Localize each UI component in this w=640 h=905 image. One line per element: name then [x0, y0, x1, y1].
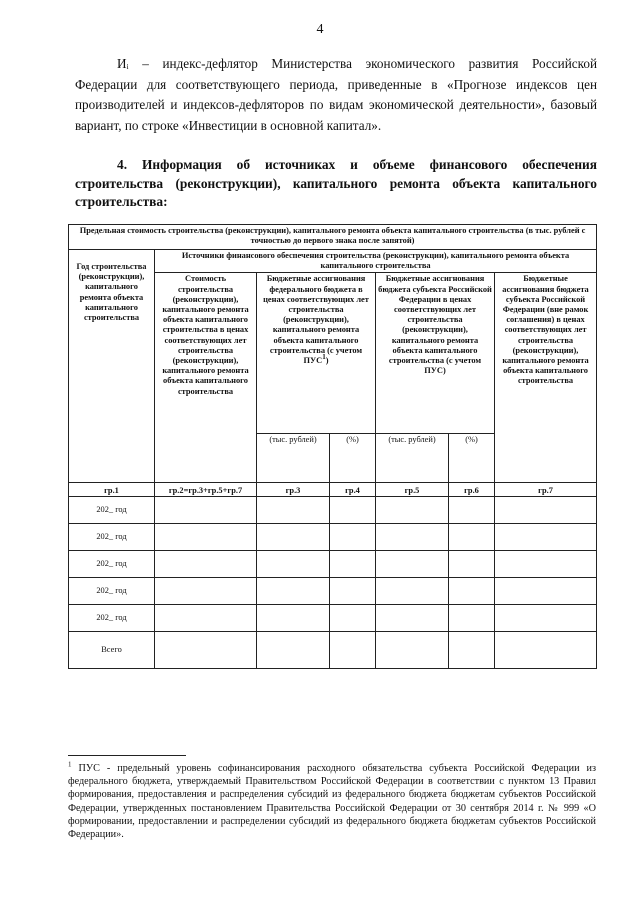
table-title: Предельная стоимость строительства (реконструкции), капитального ремонта объекта капитального строительства (в тыс. рублей с точностью до первого знака после запятой)	[69, 225, 597, 250]
footnote-ref: 1	[322, 353, 326, 362]
gr-1: гр.1	[69, 483, 155, 497]
cell	[376, 632, 449, 669]
header-subject: Бюджетные ассигнования бюджета субъекта Российской Федерации в ценах соответствующих лет строительства (реконструкции), капитального ремонта объекта капитального строительства (с учетом ПУС)	[376, 273, 495, 434]
cell	[257, 605, 330, 632]
row-year: 202_ год	[69, 524, 155, 551]
cell	[376, 578, 449, 605]
cell	[155, 524, 257, 551]
header-sources: Источники финансового обеспечения строительства (реконструкции), капитального ремонта объекта капитального строительства	[155, 250, 597, 273]
cell	[376, 605, 449, 632]
cell	[330, 497, 376, 524]
table-row	[69, 524, 597, 551]
header-cost: Стоимость строительства (реконструкции), капитального ремонта объекта капитального строительства в ценах соответствующих лет строительства (реконструкции), капитального ремонта объекта капитального строительства	[155, 273, 257, 483]
cell	[257, 524, 330, 551]
cell	[376, 497, 449, 524]
header-year: Год строительства (реконструкции), капитального ремонта объекта капитального строительства	[69, 250, 155, 483]
page-number: 4	[316, 22, 324, 37]
cell	[495, 524, 597, 551]
gr-3: гр.3	[257, 483, 330, 497]
cell	[257, 578, 330, 605]
financing-table	[68, 224, 597, 669]
gr-2: гр.2=гр.3+гр.5+гр.7	[155, 483, 257, 497]
table-row-total	[69, 632, 597, 669]
cell	[330, 551, 376, 578]
unit-rub-subject: (тыс. рублей)	[376, 434, 449, 483]
footnote-separator	[68, 755, 186, 756]
table-row	[69, 551, 597, 578]
cell	[449, 551, 495, 578]
header-federal-end: )	[325, 356, 329, 366]
footnote-mark: 1	[68, 760, 72, 769]
deflator-paragraph	[75, 54, 597, 136]
paragraph-line1: Иᵢ – индекс-дефлятор Министерства экономического развития Российской	[117, 56, 597, 71]
cell	[376, 524, 449, 551]
cell	[495, 605, 597, 632]
gr-7: гр.7	[495, 483, 597, 497]
cell	[257, 497, 330, 524]
cell	[495, 497, 597, 524]
table-row	[69, 578, 597, 605]
header-subject-outside: Бюджетные ассигнования бюджета субъекта Российской Федерации (вне рамок соглашения) в ценах соответствующих лет строительства (реконструкции), капитального ремонта объекта капитального строительства	[495, 273, 597, 483]
cell	[449, 605, 495, 632]
header-federal-text: Бюджетные ассигнования федерального бюджета в ценах соответствующих лет строительства (реконструкции), капитального ремонта объекта капитального строительства (с учетом ПУС	[263, 274, 369, 366]
unit-pct-subject: (%)	[449, 434, 495, 483]
cell	[257, 551, 330, 578]
cell	[449, 632, 495, 669]
cell	[155, 551, 257, 578]
footnote	[68, 762, 596, 841]
unit-pct-federal: (%)	[330, 434, 376, 483]
cell	[257, 632, 330, 669]
row-year: 202_ год	[69, 578, 155, 605]
paragraph-rest: Федерации для соответствующего периода, приведенные в «Прогнозе индексов цен производителей и индексов-дефляторов по видам экономической деятельности», базовый вариант, по строке «Инвестиции в основной капитал».	[75, 76, 597, 133]
unit-rub-federal: (тыс. рублей)	[257, 434, 330, 483]
cell	[376, 551, 449, 578]
cell	[330, 605, 376, 632]
table-row	[69, 497, 597, 524]
header-federal	[257, 273, 376, 434]
footnote-text: ПУС - предельный уровень софинансирования расходного обязательства субъекта Российской Федерации из федерального бюджета, утверждаемый Правительством Российской Федерации в соответствии с пунктом 13 Правил формирования, предоставления и распределения субсидий из федерального бюджета бюджетам субъектов Российской Федерации, утвержденных постановлением Правительства Российской Федерации от 30 сентября 2014 г. № 999 «О формировании, предоставлении и распределении субсидий из федерального бюджета бюджетам субъектов Российской Федерации».	[68, 763, 597, 841]
gr-4: гр.4	[330, 483, 376, 497]
row-year: 202_ год	[69, 551, 155, 578]
cell	[495, 632, 597, 669]
cell	[449, 578, 495, 605]
row-year: 202_ год	[69, 497, 155, 524]
cell	[155, 605, 257, 632]
cell	[330, 632, 376, 669]
row-total-label: Всего	[69, 632, 155, 669]
cell	[495, 551, 597, 578]
gr-5: гр.5	[376, 483, 449, 497]
cell	[449, 524, 495, 551]
section-heading	[75, 156, 597, 212]
cell	[155, 497, 257, 524]
cell	[330, 578, 376, 605]
cell	[330, 524, 376, 551]
cell	[449, 497, 495, 524]
cell	[155, 632, 257, 669]
table-row	[69, 605, 597, 632]
cell	[495, 578, 597, 605]
row-year: 202_ год	[69, 605, 155, 632]
gr-6: гр.6	[449, 483, 495, 497]
cell	[155, 578, 257, 605]
section-heading-text: 4. Информация об источниках и объеме финансового обеспечения строительства (реконструкции), капитального ремонта объекта капитального строительства:	[75, 157, 597, 209]
